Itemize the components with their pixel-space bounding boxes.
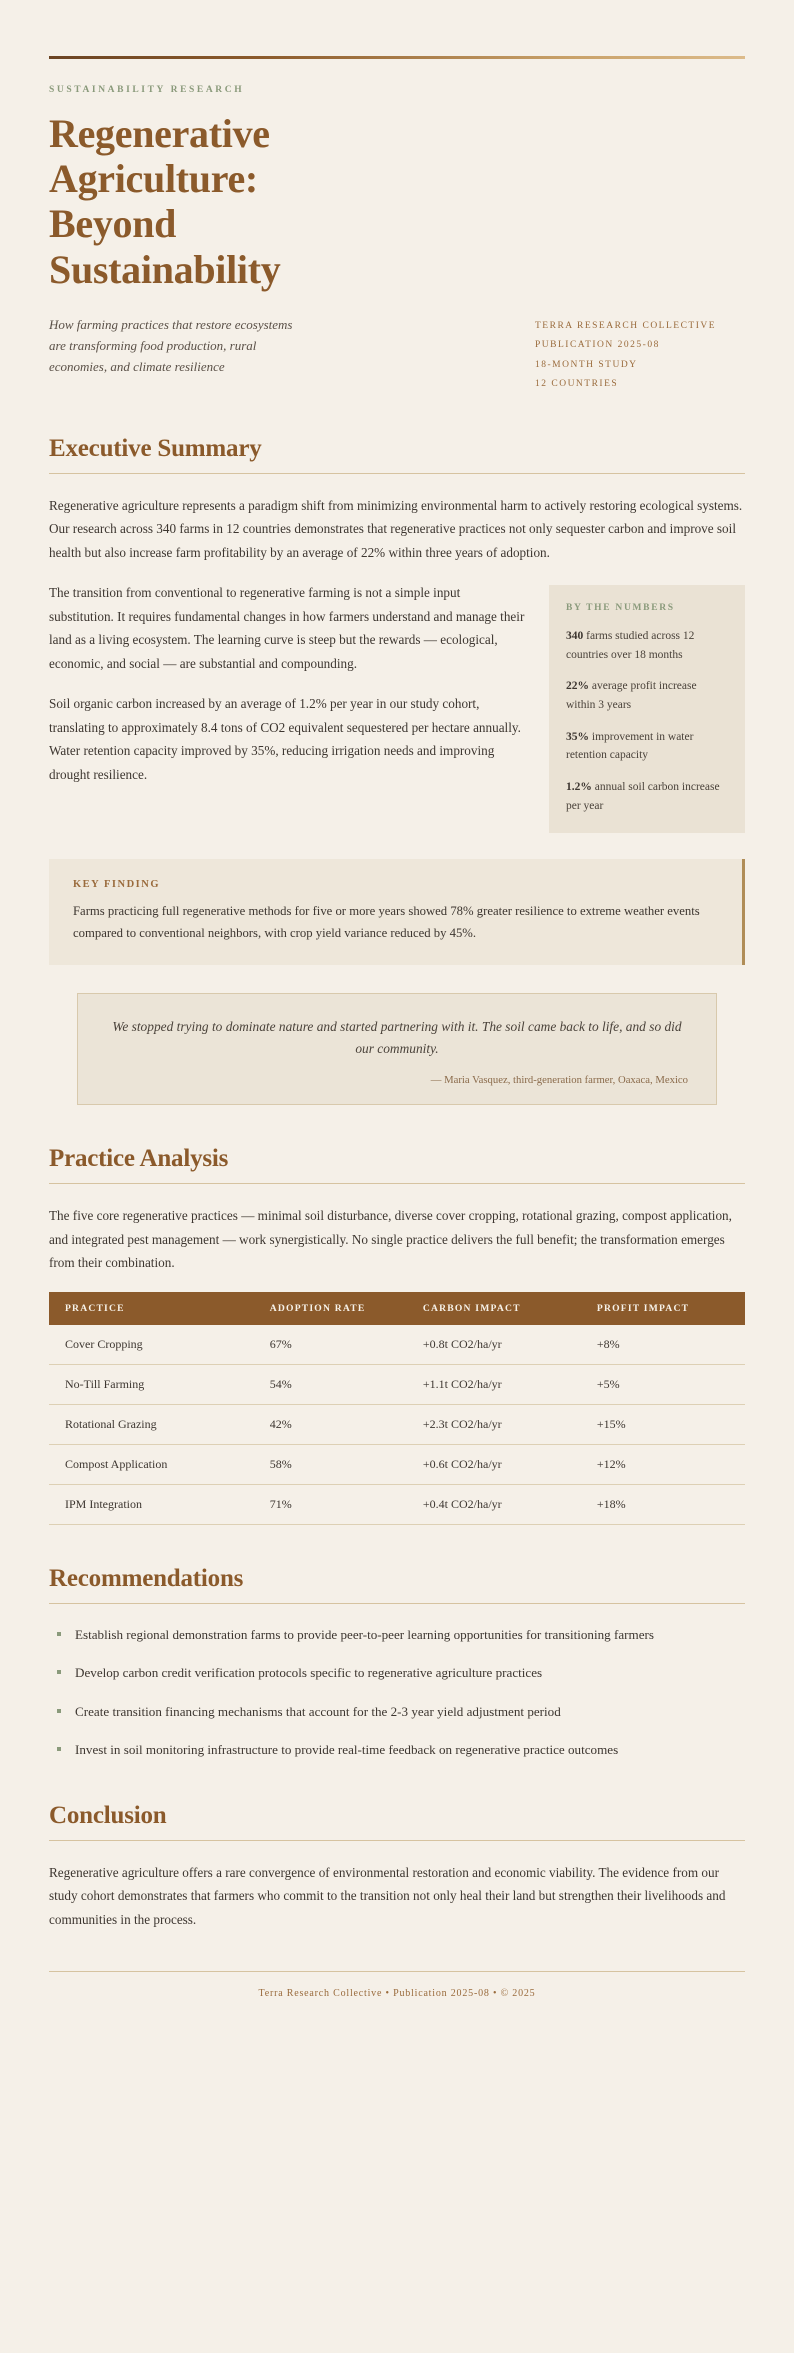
summary-paragraph-1: Regenerative agriculture represents a paradigm shift from minimizing environmental harm to actively restoring ecological systems. Our research across 340 farms in 12 countries demonstrates that regenerative practices not only sequester carbon and improve soil health but also increase farm profitability by an average of 22% within three years of adoption. bbox=[49, 497, 743, 560]
table-row bbox=[49, 1404, 745, 1444]
column-header-practice: PRACTICE bbox=[49, 1292, 258, 1325]
section-heading: Practice Analysis bbox=[49, 1145, 229, 1173]
stat-value: 340 bbox=[566, 630, 584, 643]
stat-value: 22% bbox=[566, 680, 589, 693]
cell-adoption-rate: 42% bbox=[258, 1404, 411, 1444]
stat-value: 35% bbox=[566, 730, 589, 743]
section-heading: Recommendations bbox=[49, 1564, 244, 1592]
table-row bbox=[49, 1364, 745, 1404]
table-head bbox=[49, 1292, 745, 1325]
stat-label: average profit increase within 3 years bbox=[566, 680, 697, 711]
conclusion-text: Regenerative agriculture offers a rare convergence of environmental restoration and economic viability. The evidence from our study cohort demonstrates that farmers who commit to the transition not only heal their land but strengthen their livelihoods and communities in the process. bbox=[49, 1864, 726, 1927]
list-item: Create transition financing mechanisms that account for the 2-3 year yield adjustment period bbox=[49, 1701, 745, 1724]
quote-text: We stopped trying to dominate nature and started partnering with it. The soil came back to life, and so did our community. bbox=[112, 1018, 682, 1056]
quote-attribution: — Maria Vasquez, third-generation farmer, Oaxaca, Mexico bbox=[430, 1074, 688, 1087]
pull-quote bbox=[77, 993, 717, 1105]
cell-practice: No-Till Farming bbox=[49, 1364, 258, 1404]
cell-profit-impact: +5% bbox=[585, 1364, 745, 1404]
header-gradient-rule bbox=[49, 56, 745, 59]
eyebrow-label: SUSTAINABILITY RESEARCH bbox=[49, 85, 245, 95]
key-finding-label: KEY FINDING bbox=[73, 879, 160, 891]
cell-carbon-impact: +0.8t CO2/ha/yr bbox=[411, 1325, 585, 1365]
summary-paragraph-3: Soil organic carbon increased by an average of 1.2% per year in our study cohort, translating to approximately 8.4 tons of CO2 equivalent sequestered per hectare annually. Water retention capacity improved by 35%, reducing irrigation needs and improving drought resilience. bbox=[49, 696, 521, 782]
list-item: Establish regional demonstration farms to provide peer-to-peer learning opportunities for transitioning farmers bbox=[49, 1624, 745, 1647]
cell-adoption-rate: 54% bbox=[258, 1364, 411, 1404]
table-header-row bbox=[49, 1292, 745, 1325]
list-item: Develop carbon credit verification protocols specific to regenerative agriculture practices bbox=[49, 1662, 745, 1685]
summary-paragraph-2: The transition from conventional to regenerative farming is not a simple input substitution. It requires fundamental changes in how farmers understand and manage their land as a living ecosystem. The learning curve is steep but the rewards — ecological, economic, and social — are substantial and compounding. bbox=[49, 585, 525, 671]
section-conclusion bbox=[49, 1802, 745, 1932]
publication-meta bbox=[535, 314, 745, 395]
section-executive-summary bbox=[49, 435, 745, 1105]
table-row bbox=[49, 1325, 745, 1365]
stat-label: improvement in water retention capacity bbox=[566, 730, 694, 762]
section-practice-analysis bbox=[49, 1145, 745, 1525]
cell-carbon-impact: +1.1t CO2/ha/yr bbox=[411, 1364, 585, 1404]
stat-item bbox=[566, 778, 728, 815]
section-divider bbox=[49, 1183, 745, 1184]
table-row bbox=[49, 1444, 745, 1484]
cell-profit-impact: +12% bbox=[585, 1444, 745, 1484]
practice-analysis-intro: The five core regenerative practices — minimal soil disturbance, diverse cover cropping, rotational grazing, compost application, and integrated pest management — work synergistically. No single practice delivers the full benefit; the transformation emerges from their combination. bbox=[49, 1208, 732, 1271]
summary-columns bbox=[49, 581, 745, 833]
section-divider bbox=[49, 1840, 745, 1841]
section-divider bbox=[49, 473, 745, 474]
table-body bbox=[49, 1325, 745, 1525]
cell-profit-impact: +15% bbox=[585, 1404, 745, 1444]
stat-item bbox=[566, 728, 728, 765]
key-finding-text: Farms practicing full regenerative methods for five or more years showed 78% greater resilience to extreme weather events compared to conventional neighbors, with crop yield variance reduced by 45%. bbox=[73, 904, 700, 940]
cell-carbon-impact: +0.6t CO2/ha/yr bbox=[411, 1444, 585, 1484]
cell-adoption-rate: 67% bbox=[258, 1325, 411, 1365]
by-the-numbers-title: BY THE NUMBERS bbox=[566, 603, 675, 614]
practice-table bbox=[49, 1292, 745, 1525]
cell-practice: Compost Application bbox=[49, 1444, 258, 1484]
stat-item bbox=[566, 627, 728, 664]
cell-adoption-rate: 71% bbox=[258, 1484, 411, 1524]
column-header-profit-impact: PROFIT IMPACT bbox=[585, 1292, 745, 1325]
cell-profit-impact: +18% bbox=[585, 1484, 745, 1524]
page-title: Regenerative Agriculture: Beyond Sustainability bbox=[49, 111, 281, 292]
cell-adoption-rate: 58% bbox=[258, 1444, 411, 1484]
column-header-adoption-rate: ADOPTION RATE bbox=[258, 1292, 411, 1325]
list-item: Invest in soil monitoring infrastructure to provide real-time feedback on regenerative practice outcomes bbox=[49, 1739, 745, 1762]
title-meta-row bbox=[49, 314, 745, 395]
section-heading: Conclusion bbox=[49, 1801, 167, 1829]
stat-label: annual soil carbon increase per year bbox=[566, 780, 720, 812]
recommendations-list bbox=[49, 1624, 745, 1762]
cell-carbon-impact: +2.3t CO2/ha/yr bbox=[411, 1404, 585, 1444]
by-the-numbers-box bbox=[549, 585, 745, 833]
section-heading: Executive Summary bbox=[49, 434, 262, 462]
meta-country-count: 12 COUNTRIES bbox=[535, 379, 619, 390]
table-row bbox=[49, 1484, 745, 1524]
column-header-carbon-impact: CARBON IMPACT bbox=[411, 1292, 585, 1325]
summary-text-column bbox=[49, 581, 527, 803]
page-footer: Terra Research Collective • Publication 2025-08 • © 2025 bbox=[49, 1971, 745, 1999]
meta-study-duration: 18-MONTH STUDY bbox=[535, 359, 638, 370]
cell-practice: Cover Cropping bbox=[49, 1325, 258, 1365]
cell-practice: Rotational Grazing bbox=[49, 1404, 258, 1444]
section-recommendations bbox=[49, 1565, 745, 1762]
document-subtitle: How farming practices that restore ecosystems are transforming food production, rural economies, and climate resilience bbox=[49, 316, 293, 374]
meta-organization: TERRA RESEARCH COLLECTIVE bbox=[535, 320, 717, 331]
cell-carbon-impact: +0.4t CO2/ha/yr bbox=[411, 1484, 585, 1524]
cell-profit-impact: +8% bbox=[585, 1325, 745, 1365]
stat-value: 1.2% bbox=[566, 780, 592, 793]
stat-label: farms studied across 12 countries over 18 months bbox=[566, 630, 695, 661]
meta-publication: PUBLICATION 2025-08 bbox=[535, 340, 660, 351]
stat-item bbox=[566, 677, 728, 714]
key-finding-callout bbox=[49, 859, 745, 965]
cell-practice: IPM Integration bbox=[49, 1484, 258, 1524]
section-divider bbox=[49, 1603, 745, 1604]
